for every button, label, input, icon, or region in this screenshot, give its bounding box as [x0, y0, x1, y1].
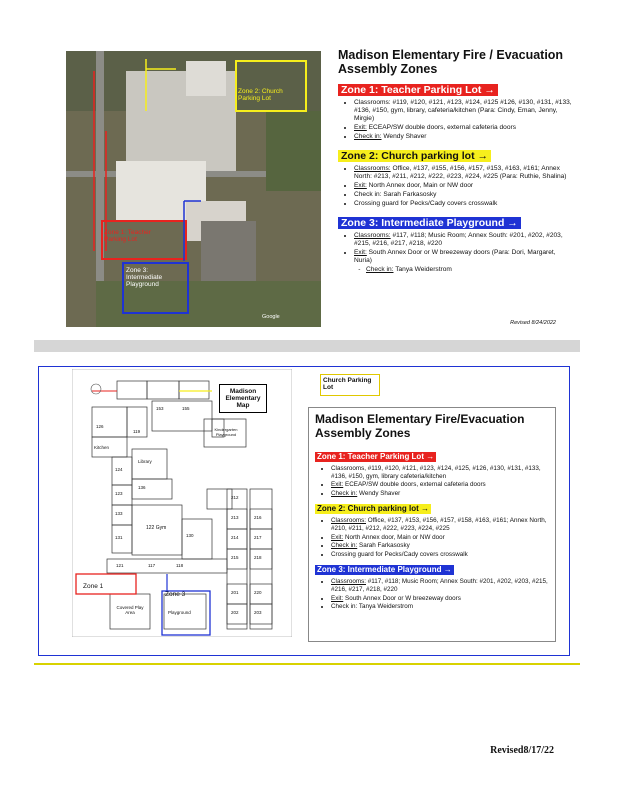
- zone3-item: • Exit: South Annex Door or W breezeway doors (Para: Dori, Margaret, Nuria): [354, 249, 574, 265]
- zone2-item: • Exit: North Annex door, Main or NW door: [354, 182, 574, 190]
- zone3-list: [338, 232, 574, 274]
- map-room: Library: [138, 459, 152, 464]
- church-parking-label: Church Parking Lot: [320, 374, 380, 396]
- map-room: 133: [115, 511, 123, 516]
- map-room: 122 Gym: [146, 525, 167, 531]
- top-zone-text: [338, 48, 574, 275]
- aerial-photo: [66, 51, 321, 327]
- map-room: 131: [115, 535, 123, 540]
- bottom-zone-text: [308, 407, 556, 642]
- b-zone3-item: • Exit: South Annex Door or W breezeway doors: [331, 595, 549, 603]
- zone1-item: • Check in: Wendy Shaver: [354, 133, 574, 141]
- map-title: Madison Elementary Map: [219, 384, 267, 413]
- zone2-item: • Classrooms: Office, #137, #155, #156, #157, #153, #163, #161; Annex North: #213, #211, #212, #222, #223, #224, #225 (Para: Ruthie, Shalina): [354, 165, 574, 181]
- map-room: 215: [231, 555, 239, 560]
- b-zone1-item: • Classrooms, #119, #120, #121, #123, #124, #125, #126, #130, #131, #133, #136, #150, gym, library cafeteria/kitchen: [331, 465, 549, 480]
- map-room: Covered Play Area: [116, 605, 144, 615]
- google-watermark: Google: [262, 314, 280, 320]
- zone3-heading: Zone 3: Intermediate Playground →: [338, 217, 521, 229]
- zone2-heading: Zone 2: Church parking lot →: [338, 150, 491, 162]
- map-room: 119: [133, 429, 141, 434]
- map-room: 118: [176, 563, 184, 568]
- bottom-title: Madison Elementary Fire/Evacuation Assembly Zones: [315, 412, 525, 440]
- map-room: 202: [231, 610, 239, 615]
- b-zone1-list: [315, 465, 549, 497]
- map-room: 220: [254, 590, 262, 595]
- map-room: 123: [115, 491, 123, 496]
- b-zone3-item: • Classrooms: #117, #118; Music Room; Annex South: #201, #202, #203, #215, #216, #217, #218, #220: [331, 578, 549, 593]
- map-room: 117: [148, 563, 156, 568]
- zone2-item: • Crossing guard for Pecks/Cady covers crosswalk: [354, 200, 574, 208]
- aerial-teacher-label: Zone 1: Teacher Parking Lot: [104, 229, 151, 243]
- b-zone2-item: • Check in: Sarah Farkasosky: [331, 542, 549, 550]
- section-separator: [34, 340, 580, 352]
- zone3-map-label: Zone 3: [165, 591, 186, 598]
- b-zone2-heading: Zone 2: Church parking lot →: [317, 504, 430, 514]
- yellow-divider: [34, 663, 580, 665]
- zone2-list: [338, 165, 574, 208]
- map-room: 216: [254, 515, 262, 520]
- zone3-subitem: - Check in: Tanya Weiderstrom: [366, 266, 574, 274]
- b-zone3-heading: Zone 3: Intermediate Playground →: [317, 565, 452, 575]
- map-room: 153: [156, 406, 164, 411]
- b-zone2-item: • Crossing guard for Pecks/Cady covers crosswalk: [331, 551, 549, 559]
- map-room: 214: [231, 535, 239, 540]
- b-zone1-heading: Zone 1: Teacher Parking Lot →: [317, 452, 435, 461]
- b-zone1-item: • Exit: ECEAP/SW double doors, external cafeteria doors: [331, 481, 549, 489]
- b-zone2-item: • Exit: North Annex door, Main or NW door: [331, 534, 549, 542]
- b-zone2-item: • Classrooms: Office, #137, #153, #156, #157, #158, #163, #161; Annex North, #210, #211, #212, #222, #223, #224, #225: [331, 517, 549, 532]
- top-title-line2: Assembly Zones: [338, 62, 438, 76]
- map-room: 136: [138, 485, 146, 490]
- aerial-church-label: Zone 2: Church Parking Lot: [238, 88, 283, 102]
- map-room: 126: [96, 424, 104, 429]
- zone3-item: • Classrooms: #117, #118; Music Room; Annex South: #201, #202, #203, #215, #216, #217, #218, #220: [354, 232, 574, 248]
- map-room: 212: [231, 495, 239, 500]
- zone2-item: • Check in: Sarah Farkasosky: [354, 191, 574, 199]
- map-room: 203: [254, 610, 262, 615]
- zone1-item: • Exit: ECEAP/SW double doors, external cafeteria doors: [354, 124, 574, 132]
- zone1-map-label: Zone 1: [83, 583, 104, 590]
- top-revised-date: Revised 8/24/2022: [510, 320, 556, 326]
- map-room: 124: [115, 467, 123, 472]
- map-room: 217: [254, 535, 262, 540]
- top-title-line1: Madison Elementary Fire / Evacuation: [338, 48, 564, 62]
- zone1-heading: Zone 1: Teacher Parking Lot →: [338, 84, 498, 96]
- zone1-item: • Classrooms: #119, #120, #121, #123, #124, #125 #126, #130, #131, #133, #136, #150, gym, library, cafeteria/kitchen (Para: Cindy, Eman, Jenny, Mirgie): [354, 99, 574, 123]
- zone1-list: [338, 99, 574, 141]
- map-room: Kitchen: [94, 445, 110, 450]
- b-zone3-list: [315, 578, 549, 610]
- map-room: Kindergarten Playground: [214, 427, 238, 437]
- b-zone1-item: • Check in: Wendy Shaver: [331, 490, 549, 498]
- b-zone3-item: • Check in: Tanya Weiderstrom: [331, 603, 549, 611]
- b-zone2-list: [315, 517, 549, 558]
- map-room: 218: [254, 555, 262, 560]
- map-room: 201: [231, 590, 239, 595]
- bottom-revised-date: Revised8/17/22: [490, 745, 554, 756]
- aerial-playground-label: Zone 3: Intermediate Playground: [126, 267, 163, 288]
- map-room: 155: [182, 406, 190, 411]
- map-room: 130: [186, 533, 194, 538]
- map-room: 213: [231, 515, 239, 520]
- map-room: Playground: [168, 610, 191, 615]
- map-room: 121: [116, 563, 124, 568]
